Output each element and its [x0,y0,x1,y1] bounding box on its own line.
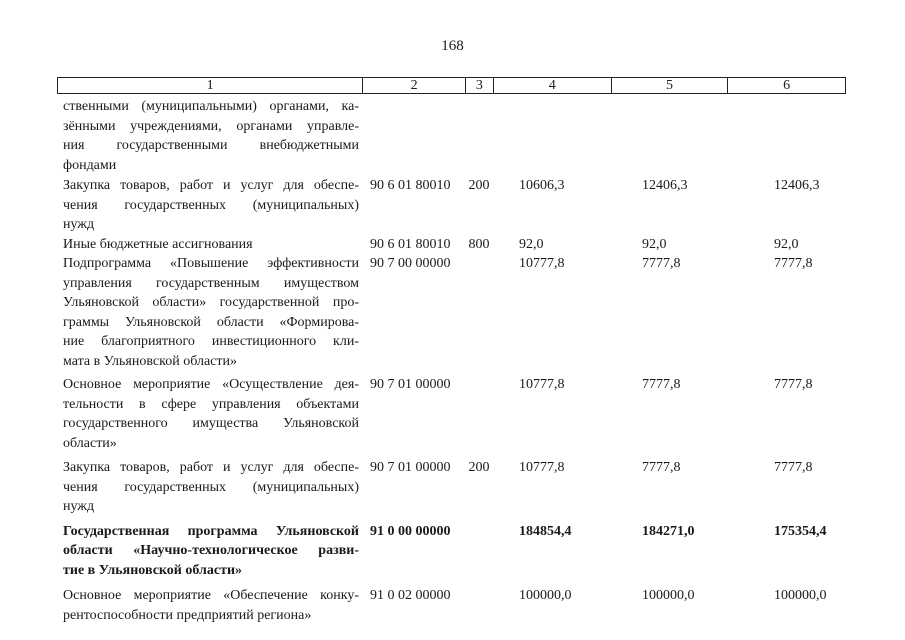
table-header-row [57,77,846,94]
amount-col-5-cell: 7777,8 [642,256,681,271]
budget-code-cell: 91 0 00 00000 [370,523,451,539]
expense-type-cell [465,522,493,581]
description-line: Основное мероприятие «Осуществление дея- [63,377,359,392]
description-line: нужд [63,217,95,232]
row-description [57,522,362,581]
amount-col-6-cell: 7777,8 [774,256,813,271]
description-line: ственными (муниципальными) органами, ка- [63,99,359,114]
description-line: области» [63,435,117,451]
table-row [57,235,846,255]
amount-col-5-cell: 7777,8 [642,460,681,475]
amount-col-4-cell: 10606,3 [519,178,565,193]
amount-col-4-cell: 100000,0 [519,588,572,603]
table-row [57,458,846,517]
table-row [57,586,846,625]
header-col-4: 4 [493,78,611,93]
table-row [57,522,846,581]
description-line: ния государственными внебюджетными [63,138,359,153]
expense-type-cell: 200 [468,178,490,193]
expense-type-cell [465,375,493,453]
amount-col-5-cell: 184271,0 [642,523,695,539]
description-line: нужд [63,499,95,514]
description-line: управления государственным имуществом [63,275,359,291]
budget-code-cell: 90 7 01 00000 [370,377,451,392]
table-row [57,176,846,235]
description-line: Государственная программа Ульяновской [63,523,359,539]
description-line: граммы Ульяновской области «Формирова- [63,314,359,330]
amount-col-4-cell: 10777,8 [519,460,565,475]
description-line: Основное мероприятие «Обеспечение конку- [63,588,359,603]
row-description [57,375,362,453]
description-line: Закупка товаров, работ и услуг для обеспе- [63,460,359,475]
amount-col-6-cell: 92,0 [774,236,799,252]
amount-col-6-cell: 100000,0 [774,588,827,603]
header-col-6: 6 [727,78,845,93]
budget-code-cell: 90 7 01 00000 [370,460,451,475]
expense-type-cell [465,254,493,371]
description-line: ние благоприятного инвестиционного кли- [63,334,359,349]
amount-col-4-cell [493,97,611,175]
table-row [57,97,846,175]
header-col-1: 1 [206,78,214,93]
amount-col-6-cell: 7777,8 [774,460,813,475]
description-line: рентоспособности предприятий региона» [63,607,312,623]
expense-type-cell: 200 [468,460,490,475]
description-line: Подпрограмма «Повышение эффективности [63,256,359,271]
description-line: Закупка товаров, работ и услуг для обеспе- [63,178,359,193]
row-description [57,235,362,255]
amount-col-5-cell: 7777,8 [642,377,681,392]
amount-col-6-cell: 7777,8 [774,377,813,392]
row-description [57,458,362,517]
row-description [57,176,362,235]
amount-col-6-cell: 175354,4 [774,523,827,539]
description-line: области «Научно-технологическое разви- [63,543,359,558]
description-line: мата в Ульяновской области» [63,353,237,369]
row-description [57,586,362,625]
amount-col-4-cell: 184854,4 [519,523,572,539]
description-line: государственного имущества Ульяновской [63,416,359,431]
description-line: тие в Ульяновской области» [63,562,243,578]
description-line: тельности в сфере управления объектами [63,396,359,412]
budget-code-cell: 90 7 00 00000 [370,256,451,271]
table-row [57,375,846,453]
row-description [57,97,362,175]
amount-col-4-cell: 10777,8 [519,256,565,271]
header-col-5: 5 [611,78,728,93]
budget-code-cell [362,97,465,175]
row-description [57,254,362,371]
page-number: 168 [441,38,464,54]
amount-col-4-cell: 92,0 [519,236,544,252]
expense-type-cell [465,97,493,175]
amount-col-5-cell [611,97,728,175]
description-line: фондами [63,157,117,173]
expense-type-cell [465,586,493,625]
header-col-3: 3 [465,78,493,93]
amount-col-4-cell: 10777,8 [519,377,565,392]
description-line: чения государственных (муниципальных) [63,197,359,213]
amount-col-6-cell [728,97,846,175]
description-line: Ульяновской области» государственной про- [63,295,359,310]
description-line: Иные бюджетные ассигнования [63,236,253,252]
amount-col-6-cell: 12406,3 [774,178,820,193]
table-body [57,95,846,625]
description-line: зёнными учреждениями, органами управле- [63,118,359,134]
budget-code-cell: 91 0 02 00000 [370,588,451,603]
amount-col-5-cell: 100000,0 [642,588,695,603]
description-line: чения государственных (муниципальных) [63,479,359,495]
amount-col-5-cell: 92,0 [642,236,667,252]
expense-type-cell: 800 [468,236,490,252]
budget-code-cell: 90 6 01 80010 [370,236,451,252]
table-row [57,254,846,371]
budget-code-cell: 90 6 01 80010 [370,178,451,193]
header-col-2: 2 [362,78,465,93]
amount-col-5-cell: 12406,3 [642,178,688,193]
